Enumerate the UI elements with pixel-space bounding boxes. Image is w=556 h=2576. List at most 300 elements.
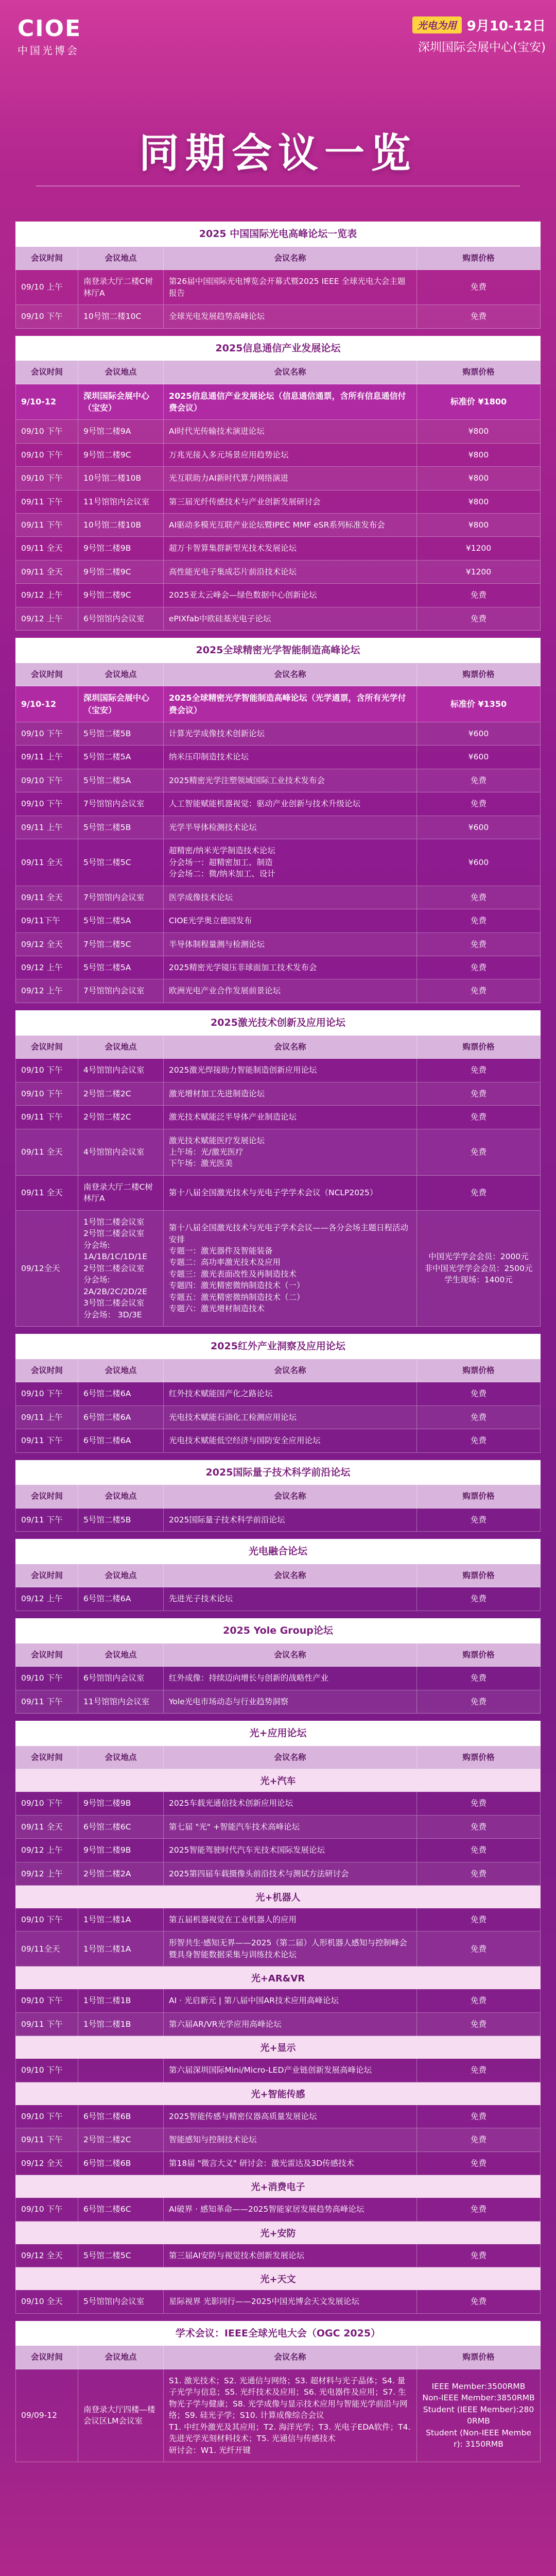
- table-row[interactable]: [15, 1106, 541, 1129]
- table-row[interactable]: [15, 792, 541, 816]
- cell-price: 免费: [417, 886, 541, 909]
- table-row[interactable]: [15, 1211, 541, 1327]
- col-name-header: 会议名称: [164, 1643, 417, 1666]
- cell-price: 免费: [417, 584, 541, 606]
- section-title: 2025信息通信产业发展论坛: [15, 336, 541, 361]
- cell-time: 09/11 下午: [15, 2128, 78, 2151]
- cell-name: 欧洲光电产业合作发展前景论坛: [164, 979, 417, 1002]
- cell-time: 09/11 下午: [15, 1106, 78, 1128]
- cell-place: 9号馆二楼9C: [78, 444, 164, 466]
- table-row[interactable]: [15, 1082, 541, 1106]
- table-row[interactable]: [15, 1129, 541, 1176]
- cell-name: 2025智能传感与精密仪器高质量发展论坛: [164, 2105, 417, 2128]
- header: [0, 0, 556, 222]
- cell-price: ¥800: [417, 420, 541, 443]
- col-place-header: 会议地点: [78, 1359, 164, 1382]
- table-row[interactable]: [15, 1059, 541, 1082]
- col-price-header: 购票价格: [417, 1359, 541, 1382]
- cell-name: 第七届 "光" +智能汽车技术高峰论坛: [164, 1816, 417, 1838]
- cell-name: 2025全球精密光学智能制造高峰论坛（光学通票，含所有光学付费会议）: [164, 686, 417, 721]
- col-price-header: 购票价格: [417, 247, 541, 269]
- table-row[interactable]: [15, 2198, 541, 2221]
- table-row[interactable]: [15, 1989, 541, 2012]
- cell-time: 09/11 下午: [15, 1429, 78, 1452]
- cell-time: 09/10 下午: [15, 1382, 78, 1405]
- cell-price: 免费: [417, 1816, 541, 1838]
- col-name-header: 会议名称: [164, 1036, 417, 1058]
- col-price-header: 购票价格: [417, 1036, 541, 1058]
- cell-price: 免费: [417, 1792, 541, 1815]
- col-place-header: 会议地点: [78, 2346, 164, 2368]
- forum-section: [15, 222, 541, 329]
- cell-name: 全球光电发展趋势高峰论坛: [164, 305, 417, 328]
- cell-price: 免费: [417, 956, 541, 979]
- cell-name: 光电技术赋能石油化工检测应用论坛: [164, 1406, 417, 1429]
- cell-time: 09/11 上午: [15, 745, 78, 768]
- cell-place: 5号馆馆内会议室: [78, 2290, 164, 2313]
- table-row[interactable]: [15, 514, 541, 537]
- section-title: 光+应用论坛: [15, 1721, 541, 1746]
- cell-place: 4号馆馆内会议室: [78, 1129, 164, 1175]
- cell-time: 09/12 上午: [15, 607, 78, 630]
- cell-price: ¥800: [417, 467, 541, 489]
- cell-place: 2号馆二楼2A: [78, 1862, 164, 1885]
- cell-price: IEEE Member:3500RMB Non-IEEE Member:3850RMB Student (IEEE Member):2800RMB Student (Non-IEEE Member): 3150RMB: [417, 2369, 541, 2462]
- cell-place: 6号馆二楼6A: [78, 1587, 164, 1610]
- cell-name: 纳米压印制造技术论坛: [164, 745, 417, 768]
- cell-time: 09/11 全天: [15, 1816, 78, 1838]
- cell-place: 5号馆二楼5B: [78, 722, 164, 745]
- cell-name: 形智共生·感知无界——2025（第二届）人形机器人感知与控制峰会 暨具身智能数据采集与训练技术论坛: [164, 1931, 417, 1966]
- cell-price: ¥1200: [417, 537, 541, 560]
- cell-time: 09/10 下午: [15, 1667, 78, 1689]
- cell-name: 第三届AI安防与视觉技术创新发展论坛: [164, 2244, 417, 2267]
- cell-place: 1号馆二楼1A: [78, 1931, 164, 1966]
- table-row[interactable]: [15, 1862, 541, 1886]
- cell-time: 09/11全天: [15, 1931, 78, 1966]
- title-divider: [36, 185, 520, 187]
- section-title: 学术会议：IEEE全球光电大会（OGC 2025）: [15, 2321, 541, 2346]
- cell-price: 免费: [417, 909, 541, 932]
- table-header-row: [15, 1359, 541, 1382]
- table-row[interactable]: [15, 305, 541, 328]
- cell-name: 激光技术赋能医疗发展论坛 上午场：光/激光医疗 下午场：激光医美: [164, 1129, 417, 1175]
- forum-section: [15, 1618, 541, 1714]
- cell-price: 免费: [417, 2198, 541, 2221]
- section-title: 2025国际量子技术科学前沿论坛: [15, 1460, 541, 1485]
- cell-place: 南登录大厅四楼—楼会议区LM会议室: [78, 2369, 164, 2462]
- cell-place: 2号馆二楼2C: [78, 2128, 164, 2151]
- cell-name: AI · 光启新元 | 第八届中国AR技术应用高峰论坛: [164, 1989, 417, 2012]
- cell-price: 免费: [417, 1587, 541, 1610]
- cell-time: 09/12 全天: [15, 2244, 78, 2267]
- conference-list: [0, 222, 556, 2462]
- cell-place: 10号馆二楼10B: [78, 514, 164, 536]
- event-dates: 9月10-12日: [466, 19, 546, 34]
- table-row[interactable]: [15, 886, 541, 909]
- cell-time: 09/11 下午: [15, 1509, 78, 1531]
- table-row[interactable]: [15, 909, 541, 933]
- cell-place: 7号馆馆内会议室: [78, 792, 164, 815]
- cell-place: 10号馆二楼10B: [78, 467, 164, 489]
- table-row[interactable]: [15, 722, 541, 745]
- cell-place: 深圳国际会展中心（宝安）: [78, 384, 164, 419]
- cell-time: 09/11下午: [15, 909, 78, 932]
- cell-name: 第十八届全国激光技术与光电子学学术会议（NCLP2025）: [164, 1176, 417, 1210]
- cell-name: 第三届光纤传感技术与产业创新发展研讨会: [164, 490, 417, 513]
- cell-time: 09/12 上午: [15, 1839, 78, 1861]
- cell-place: 南登录大厅二楼C树林厅A: [78, 270, 164, 304]
- cell-time: 09/10 下午: [15, 2105, 78, 2128]
- table-row[interactable]: [15, 1908, 541, 1931]
- table-header-row: [15, 1746, 541, 1769]
- cell-time: 09/10 下午: [15, 722, 78, 745]
- cell-time: 09/10 下午: [15, 1792, 78, 1815]
- cell-place: 6号馆二楼6B: [78, 2152, 164, 2175]
- col-name-header: 会议名称: [164, 1485, 417, 1507]
- cell-time: 09/12 全天: [15, 2152, 78, 2175]
- cell-time: 09/11 全天: [15, 886, 78, 909]
- cell-place: 2号馆二楼2C: [78, 1106, 164, 1128]
- table-row[interactable]: [15, 979, 541, 1003]
- col-time-header: 会议时间: [15, 1485, 78, 1507]
- table-row[interactable]: [15, 1587, 541, 1611]
- col-name-header: 会议名称: [164, 361, 417, 383]
- cell-place: 5号馆二楼5C: [78, 839, 164, 885]
- cell-name: 2025车载光通信技术创新应用论坛: [164, 1792, 417, 1815]
- cell-price: 免费: [417, 2290, 541, 2313]
- col-place-header: 会议地点: [78, 1036, 164, 1058]
- cell-price: 免费: [417, 2059, 541, 2081]
- cell-name: 2025激光焊接助力智能制造创新应用论坛: [164, 1059, 417, 1081]
- col-place-header: 会议地点: [78, 1643, 164, 1666]
- forum-section: [15, 336, 541, 631]
- cell-place: 6号馆二楼6A: [78, 1429, 164, 1452]
- table-header-row: [15, 361, 541, 384]
- cell-name: 红外成像：持续迈向增长与创新的战略性产业: [164, 1667, 417, 1689]
- cell-name: 2025精密光学镜压非球面加工技术发布会: [164, 956, 417, 979]
- cell-price: ¥600: [417, 816, 541, 839]
- pass-row[interactable]: [15, 384, 541, 420]
- cell-price: 免费: [417, 1931, 541, 1966]
- cell-place: 11号馆馆内会议室: [78, 1690, 164, 1713]
- cell-place: 9号馆二楼9C: [78, 584, 164, 606]
- table-row[interactable]: [15, 561, 541, 584]
- table-row[interactable]: [15, 270, 541, 305]
- cell-name: 光学半导体检测技术论坛: [164, 816, 417, 839]
- cell-time: 9/10-12: [15, 686, 78, 721]
- cell-place: 深圳国际会展中心（宝安）: [78, 686, 164, 721]
- cell-time: 09/12 上午: [15, 1862, 78, 1885]
- table-row[interactable]: [15, 769, 541, 792]
- table-header-row: [15, 1564, 541, 1587]
- cell-name: 光电技术赋能低空经济与国防安全应用论坛: [164, 1429, 417, 1452]
- cell-time: 09/10 下午: [15, 1908, 78, 1931]
- cell-name: 2025精密光学注塑领域国际工业技术发布会: [164, 769, 417, 792]
- cell-time: 09/11 下午: [15, 514, 78, 536]
- cell-name: Yole光电市场动态与行业趋势洞察: [164, 1690, 417, 1713]
- col-name-header: 会议名称: [164, 1746, 417, 1769]
- table-header-row: [15, 663, 541, 686]
- table-row[interactable]: [15, 1382, 541, 1405]
- page-title: 同期会议一览: [138, 130, 417, 177]
- table-header-row: [15, 1036, 541, 1059]
- table-row[interactable]: [15, 2290, 541, 2313]
- table-row[interactable]: [15, 2128, 541, 2151]
- table-row[interactable]: [15, 1792, 541, 1815]
- cell-name: 超万卡智算集群新型光技术发展论坛: [164, 537, 417, 560]
- col-place-header: 会议地点: [78, 1485, 164, 1507]
- cell-time: 09/10 下午: [15, 444, 78, 466]
- cell-price: 免费: [417, 933, 541, 956]
- forum-section: [15, 1334, 541, 1453]
- cell-price: 免费: [417, 769, 541, 792]
- cell-place: 11号馆馆内会议室: [78, 490, 164, 513]
- event-venue: 深圳国际会展中心(宝安): [418, 41, 546, 54]
- cell-name: 先进光子技术论坛: [164, 1587, 417, 1610]
- cell-place: 6号馆二楼6C: [78, 2198, 164, 2221]
- forum-section: [15, 1721, 541, 2314]
- table-row[interactable]: [15, 1667, 541, 1690]
- table-row[interactable]: [15, 1690, 541, 1714]
- table-row[interactable]: [15, 2059, 541, 2082]
- section-title: 2025激光技术创新及应用论坛: [15, 1010, 541, 1036]
- cell-place: 7号馆馆内会议室: [78, 886, 164, 909]
- subgroup-title: 光+机器人: [15, 1886, 541, 1908]
- cell-price: 中国光学学会会员：2000元 非中国光学学会会员：2500元 学生现场：1400元: [417, 1211, 541, 1326]
- table-row[interactable]: [15, 1406, 541, 1429]
- cell-name: 第五届机器视觉在工业机器人的应用: [164, 1908, 417, 1931]
- cell-name: 2025国际量子技术科学前沿论坛: [164, 1509, 417, 1531]
- table-row[interactable]: [15, 2244, 541, 2267]
- table-row[interactable]: [15, 1816, 541, 1839]
- cell-time: 09/09-12: [15, 2369, 78, 2462]
- cell-time: 09/11 下午: [15, 490, 78, 513]
- cell-time: 09/10 上午: [15, 270, 78, 304]
- forum-section: [15, 1010, 541, 1327]
- table-header-row: [15, 1643, 541, 1667]
- cell-place: 9号馆二楼9A: [78, 420, 164, 443]
- cell-time: 09/11 下午: [15, 2013, 78, 2036]
- cell-name: 计算光学成像技术创新论坛: [164, 722, 417, 745]
- cell-place: 6号馆二楼6A: [78, 1406, 164, 1429]
- cell-place: 5号馆二楼5A: [78, 956, 164, 979]
- cell-place: 2号馆二楼2C: [78, 1082, 164, 1105]
- cell-time: 09/10 下午: [15, 792, 78, 815]
- table-row[interactable]: [15, 1931, 541, 1967]
- cell-name: 光互联助力AI新时代算力网络演进: [164, 467, 417, 489]
- cell-place: 6号馆二楼6B: [78, 2105, 164, 2128]
- col-name-header: 会议名称: [164, 1564, 417, 1587]
- cell-price: ¥600: [417, 745, 541, 768]
- cell-place: 9号馆二楼9C: [78, 561, 164, 583]
- subgroup-title: 光+AR&VR: [15, 1967, 541, 1989]
- table-header-row: [15, 2346, 541, 2369]
- table-row[interactable]: [15, 956, 541, 979]
- cell-name: 第26届中国国际光电博览会开幕式暨2025 IEEE 全球光电大会主题报告: [164, 270, 417, 304]
- col-price-header: 购票价格: [417, 361, 541, 383]
- table-row[interactable]: [15, 816, 541, 839]
- cell-place: 9号馆二楼9B: [78, 537, 164, 560]
- cell-name: 高性能光电子集成芯片前沿技术论坛: [164, 561, 417, 583]
- table-row[interactable]: [15, 1176, 541, 1211]
- cell-price: ¥600: [417, 722, 541, 745]
- subgroup-title: 光+汽车: [15, 1769, 541, 1792]
- cell-price: ¥600: [417, 839, 541, 885]
- table-header-row: [15, 1485, 541, 1508]
- cell-place: 5号馆二楼5A: [78, 745, 164, 768]
- table-header-row: [15, 247, 541, 270]
- cell-name: 2025信息通信产业发展论坛（信息通信通票，含所有信息通信付费会议）: [164, 384, 417, 419]
- forum-section: [15, 2321, 541, 2462]
- cell-name: AI破界 · 感知革命——2025智能家居发展趋势高峰论坛: [164, 2198, 417, 2221]
- cell-place: 6号馆馆内会议室: [78, 1667, 164, 1689]
- cell-price: ¥1200: [417, 561, 541, 583]
- cell-price: 免费: [417, 792, 541, 815]
- cell-time: 09/10 下午: [15, 769, 78, 792]
- cell-price: 免费: [417, 2105, 541, 2128]
- col-price-header: 购票价格: [417, 1564, 541, 1587]
- cell-time: 09/11 全天: [15, 561, 78, 583]
- subgroup-title: 光+智能传感: [15, 2082, 541, 2105]
- cell-time: 09/12 全天: [15, 933, 78, 956]
- cell-place: 1号馆二楼1A: [78, 1908, 164, 1931]
- cioe-logo[interactable]: [18, 15, 141, 57]
- cell-price: 标准价 ¥1800: [417, 384, 541, 419]
- cell-name: CIOE光学奥立德国发布: [164, 909, 417, 932]
- cell-place: 南登录大厅二楼C树林厅A: [78, 1176, 164, 1210]
- cell-time: 09/10 下午: [15, 467, 78, 489]
- cell-price: 免费: [417, 1839, 541, 1861]
- cell-time: 09/12 上午: [15, 1587, 78, 1610]
- cell-time: 09/10 下午: [15, 1989, 78, 2012]
- col-name-header: 会议名称: [164, 2346, 417, 2368]
- cell-time: 09/10 下午: [15, 305, 78, 328]
- table-row[interactable]: [15, 1429, 541, 1452]
- cell-price: 免费: [417, 607, 541, 630]
- cell-name: 医学成像技术论坛: [164, 886, 417, 909]
- cell-place: 6号馆二楼6A: [78, 1382, 164, 1405]
- table-row[interactable]: [15, 933, 541, 956]
- cell-price: 免费: [417, 2128, 541, 2151]
- cell-price: 免费: [417, 1908, 541, 1931]
- table-row[interactable]: [15, 1839, 541, 1862]
- forum-section: [15, 638, 541, 1003]
- cell-price: 免费: [417, 1059, 541, 1081]
- col-time-header: 会议时间: [15, 663, 78, 686]
- cell-place: 7号馆馆内会议室: [78, 979, 164, 1002]
- cell-name: AI时代光传输技术演进论坛: [164, 420, 417, 443]
- cell-place: 5号馆二楼5A: [78, 909, 164, 932]
- cell-name: 第十八届全国激光技术与光电子学术会议——各分会场主题日程活动安排 专题一：激光器件及智能装备 专题二：高功率激光技术及应用 专题三：激光表面改性及再制造技术 专题四：激光精密微纳制造技术（一） 专题五：激光精密微纳制造技术（二） 专题六：激光增材制造技术: [164, 1211, 417, 1326]
- table-row[interactable]: [15, 607, 541, 631]
- cell-price: 免费: [417, 1106, 541, 1128]
- forum-section: [15, 1460, 541, 1532]
- table-row[interactable]: [15, 420, 541, 443]
- col-name-header: 会议名称: [164, 1359, 417, 1382]
- cell-price: 免费: [417, 1429, 541, 1452]
- col-place-header: 会议地点: [78, 1746, 164, 1769]
- cell-price: ¥800: [417, 490, 541, 513]
- col-place-header: 会议地点: [78, 361, 164, 383]
- event-info: [412, 15, 546, 55]
- cell-time: 09/12 上午: [15, 979, 78, 1002]
- cell-price: 免费: [417, 1176, 541, 1210]
- cell-price: 免费: [417, 1667, 541, 1689]
- cell-name: 星际视界 光影同行——2025中国光博会天文发展论坛: [164, 2290, 417, 2313]
- table-row[interactable]: [15, 490, 541, 514]
- col-time-header: 会议时间: [15, 2346, 78, 2368]
- subgroup-title: 光+消费电子: [15, 2175, 541, 2198]
- cell-place: 5号馆二楼5B: [78, 816, 164, 839]
- cell-name: 2025亚太云峰会—绿色数据中心创新论坛: [164, 584, 417, 606]
- table-row[interactable]: [15, 444, 541, 467]
- cell-time: 09/10 全天: [15, 2290, 78, 2313]
- table-row[interactable]: [15, 839, 541, 886]
- table-row[interactable]: [15, 2152, 541, 2175]
- table-row[interactable]: [15, 584, 541, 607]
- pass-row[interactable]: [15, 686, 541, 722]
- table-row[interactable]: [15, 1509, 541, 1532]
- cell-price: 标准价 ¥1350: [417, 686, 541, 721]
- cell-name: 激光技术赋能泛半导体产业制造论坛: [164, 1106, 417, 1128]
- cell-place: 1号馆二楼会议室 2号馆二楼会议室 分会场: 1A/1B/1C/1D/1E 2号馆二楼会议室 分会场: 2A/2B/2C/2D/2E 3号馆二楼会议室 分会场： 3D/3E: [78, 1211, 164, 1326]
- cell-time: 09/11 全天: [15, 537, 78, 560]
- cell-time: 09/11 下午: [15, 1690, 78, 1713]
- cell-name: AI驱动多模光互联产业论坛暨IPEC MMF eSR系列标准发布会: [164, 514, 417, 536]
- col-place-header: 会议地点: [78, 247, 164, 269]
- cell-time: 09/10 下午: [15, 420, 78, 443]
- cell-time: 09/10 下午: [15, 2198, 78, 2221]
- cell-place: 1号馆二楼1B: [78, 1989, 164, 2012]
- col-time-header: 会议时间: [15, 1359, 78, 1382]
- cell-time: 9/10-12: [15, 384, 78, 419]
- col-time-header: 会议时间: [15, 1746, 78, 1769]
- subgroup-title: 光+显示: [15, 2036, 541, 2059]
- cell-time: 09/11 上午: [15, 816, 78, 839]
- col-price-header: 购票价格: [417, 1746, 541, 1769]
- col-price-header: 购票价格: [417, 1485, 541, 1507]
- table-row[interactable]: [15, 537, 541, 560]
- cell-name: 2025智能驾驶时代汽车光技术国际发展论坛: [164, 1839, 417, 1861]
- cell-name: 超精密/纳米光学制造技术论坛 分会场一：超精密加工、制造 分会场二：微/纳米加工、设计: [164, 839, 417, 885]
- table-row[interactable]: [15, 2013, 541, 2036]
- cell-name: 半导体制程量测与检测论坛: [164, 933, 417, 956]
- cell-price: 免费: [417, 979, 541, 1002]
- cell-price: 免费: [417, 2152, 541, 2175]
- table-row[interactable]: [15, 2105, 541, 2128]
- cell-place: 6号馆二楼6C: [78, 1816, 164, 1838]
- cell-place: 1号馆二楼1B: [78, 2013, 164, 2036]
- cell-place: 5号馆二楼5C: [78, 2244, 164, 2267]
- table-row[interactable]: [15, 745, 541, 769]
- table-row[interactable]: [15, 467, 541, 490]
- event-badge: 光电为用: [412, 16, 462, 33]
- col-place-header: 会议地点: [78, 1564, 164, 1587]
- cell-place: 7号馆二楼5C: [78, 933, 164, 956]
- cell-time: 09/10 下午: [15, 1082, 78, 1105]
- cell-name: 第18届 "微言大义" 研讨会：激光雷达及3D传感技术: [164, 2152, 417, 2175]
- cell-place: 4号馆馆内会议室: [78, 1059, 164, 1081]
- logo-subtitle: 中国光博会: [18, 44, 79, 57]
- cell-place: 5号馆二楼5B: [78, 1509, 164, 1531]
- section-title: 2025红外产业洞察及应用论坛: [15, 1334, 541, 1359]
- cell-price: 免费: [417, 270, 541, 304]
- cell-price: 免费: [417, 2013, 541, 2036]
- table-row[interactable]: [15, 2369, 541, 2462]
- cell-place: [78, 2059, 164, 2081]
- cell-price: 免费: [417, 305, 541, 328]
